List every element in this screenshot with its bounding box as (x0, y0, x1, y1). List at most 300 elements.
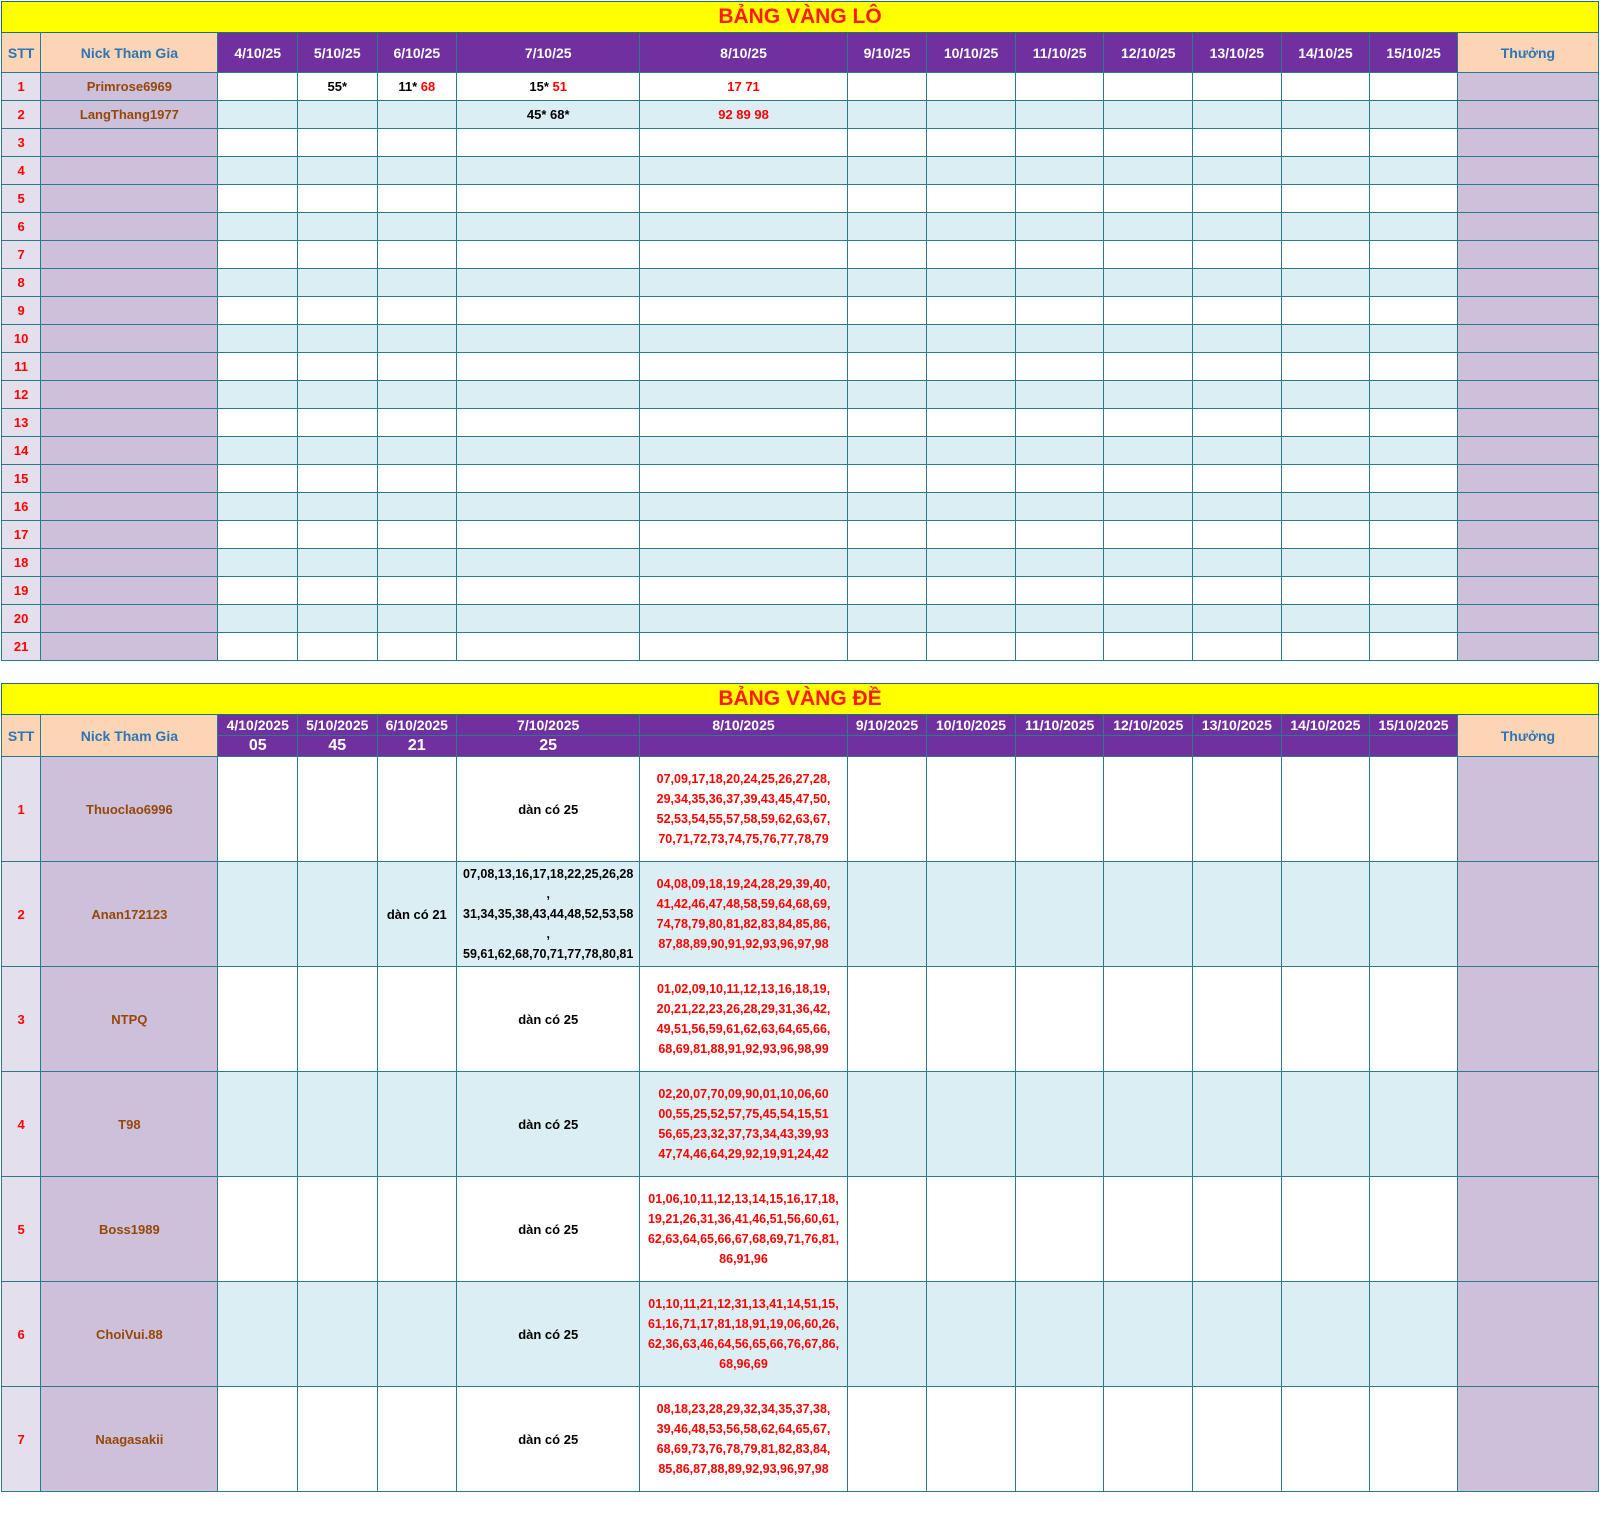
player-nick[interactable] (41, 521, 218, 549)
cell[interactable] (1015, 213, 1104, 241)
cell[interactable] (377, 241, 457, 269)
cell[interactable] (847, 1282, 927, 1387)
cell[interactable] (1281, 1282, 1370, 1387)
cell[interactable] (1193, 967, 1282, 1072)
cell[interactable] (298, 1177, 378, 1282)
cell[interactable] (1193, 1282, 1282, 1387)
cell[interactable] (298, 465, 378, 493)
cell[interactable] (377, 549, 457, 577)
cell[interactable] (377, 493, 457, 521)
cell[interactable] (1370, 605, 1458, 633)
cell[interactable] (1193, 101, 1282, 129)
cell[interactable] (218, 241, 298, 269)
cell[interactable] (1104, 409, 1193, 437)
cell[interactable]: 45* 68* (457, 101, 640, 129)
cell[interactable]: dàn có 25 (457, 1177, 640, 1282)
cell[interactable] (1281, 381, 1370, 409)
cell[interactable] (1104, 437, 1193, 465)
cell[interactable] (457, 605, 640, 633)
cell[interactable] (640, 409, 847, 437)
cell[interactable] (640, 465, 847, 493)
cell[interactable] (218, 157, 298, 185)
cell[interactable] (847, 967, 927, 1072)
cell[interactable] (1370, 409, 1458, 437)
cell[interactable] (377, 297, 457, 325)
prize-cell[interactable] (1457, 862, 1598, 967)
cell[interactable] (1015, 129, 1104, 157)
cell[interactable] (1370, 437, 1458, 465)
cell[interactable] (1015, 185, 1104, 213)
cell[interactable] (640, 493, 847, 521)
cell[interactable] (847, 185, 927, 213)
cell[interactable] (218, 577, 298, 605)
cell[interactable] (1104, 241, 1193, 269)
cell[interactable] (1104, 353, 1193, 381)
cell[interactable] (1370, 129, 1458, 157)
cell[interactable] (1370, 241, 1458, 269)
cell[interactable] (1015, 381, 1104, 409)
cell[interactable] (298, 381, 378, 409)
cell[interactable] (218, 269, 298, 297)
cell[interactable]: 17 71 (640, 73, 847, 101)
cell[interactable]: 01,06,10,11,12,13,14,15,16,17,18, 19,21,26,31,36,41,46,51,56,60,61, 62,63,64,65,66,67,68,69,71,76,81, 86,91,96 (640, 1177, 847, 1282)
cell[interactable] (927, 521, 1016, 549)
cell[interactable] (1015, 1387, 1104, 1492)
cell[interactable] (1015, 549, 1104, 577)
cell[interactable] (377, 1072, 457, 1177)
cell[interactable] (640, 129, 847, 157)
cell[interactable] (377, 325, 457, 353)
cell[interactable]: dàn có 25 (457, 757, 640, 862)
cell[interactable] (1015, 633, 1104, 661)
prize-cell[interactable] (1457, 129, 1598, 157)
cell[interactable] (847, 465, 927, 493)
cell[interactable] (377, 353, 457, 381)
cell[interactable] (218, 381, 298, 409)
cell[interactable] (1281, 129, 1370, 157)
cell[interactable] (927, 297, 1016, 325)
cell[interactable] (927, 862, 1016, 967)
cell[interactable] (847, 1177, 927, 1282)
cell[interactable] (1193, 409, 1282, 437)
cell[interactable] (1193, 577, 1282, 605)
player-nick[interactable] (41, 157, 218, 185)
cell[interactable] (1281, 465, 1370, 493)
player-nick[interactable] (41, 325, 218, 353)
prize-cell[interactable] (1457, 353, 1598, 381)
cell[interactable] (640, 269, 847, 297)
cell[interactable] (1370, 297, 1458, 325)
cell[interactable] (1193, 185, 1282, 213)
player-nick[interactable]: Naagasakii (41, 1387, 218, 1492)
cell[interactable] (1015, 73, 1104, 101)
cell[interactable] (218, 325, 298, 353)
player-nick[interactable] (41, 381, 218, 409)
cell[interactable] (298, 241, 378, 269)
cell[interactable] (1104, 1072, 1193, 1177)
cell[interactable] (457, 409, 640, 437)
cell[interactable] (218, 493, 298, 521)
player-nick[interactable] (41, 493, 218, 521)
cell[interactable] (298, 605, 378, 633)
cell[interactable] (640, 213, 847, 241)
cell[interactable] (1370, 1387, 1458, 1492)
cell[interactable] (218, 73, 298, 101)
cell[interactable] (1281, 157, 1370, 185)
cell[interactable] (218, 967, 298, 1072)
cell[interactable] (1015, 493, 1104, 521)
cell[interactable] (847, 381, 927, 409)
cell[interactable] (218, 862, 298, 967)
cell[interactable] (377, 269, 457, 297)
cell[interactable] (218, 465, 298, 493)
cell[interactable] (457, 437, 640, 465)
cell[interactable] (1281, 1387, 1370, 1492)
cell[interactable] (927, 605, 1016, 633)
player-nick[interactable]: LangThang1977 (41, 101, 218, 129)
cell[interactable] (298, 269, 378, 297)
cell[interactable] (218, 297, 298, 325)
cell[interactable] (1281, 967, 1370, 1072)
prize-cell[interactable] (1457, 409, 1598, 437)
cell[interactable] (640, 157, 847, 185)
cell[interactable] (1193, 297, 1282, 325)
cell[interactable] (1193, 437, 1282, 465)
cell[interactable] (1281, 73, 1370, 101)
cell[interactable] (1281, 862, 1370, 967)
cell[interactable] (927, 381, 1016, 409)
cell[interactable] (1281, 549, 1370, 577)
cell[interactable] (640, 325, 847, 353)
cell[interactable] (1193, 493, 1282, 521)
player-nick[interactable] (41, 269, 218, 297)
cell[interactable] (927, 577, 1016, 605)
cell[interactable] (847, 633, 927, 661)
cell[interactable] (457, 269, 640, 297)
cell[interactable] (377, 185, 457, 213)
cell[interactable] (218, 521, 298, 549)
cell[interactable]: 01,10,11,21,12,31,13,41,14,51,15, 61,16,71,17,81,18,91,19,06,60,26, 62,36,63,46,64,56,65,66,76,67,86, 68,96,69 (640, 1282, 847, 1387)
prize-cell[interactable] (1457, 73, 1598, 101)
cell[interactable] (377, 129, 457, 157)
cell[interactable] (457, 325, 640, 353)
cell[interactable] (377, 967, 457, 1072)
cell[interactable] (927, 757, 1016, 862)
cell[interactable] (1370, 862, 1458, 967)
cell[interactable] (927, 633, 1016, 661)
cell[interactable] (377, 437, 457, 465)
cell[interactable] (927, 409, 1016, 437)
cell[interactable] (1370, 1282, 1458, 1387)
cell[interactable] (1015, 325, 1104, 353)
cell[interactable] (1193, 465, 1282, 493)
prize-cell[interactable] (1457, 521, 1598, 549)
cell[interactable] (1370, 381, 1458, 409)
prize-cell[interactable] (1457, 101, 1598, 129)
cell[interactable] (298, 493, 378, 521)
cell[interactable] (1015, 157, 1104, 185)
cell[interactable] (377, 73, 457, 101)
cell[interactable] (1281, 325, 1370, 353)
cell[interactable] (457, 381, 640, 409)
cell[interactable] (218, 633, 298, 661)
cell[interactable] (1015, 1282, 1104, 1387)
cell[interactable] (1370, 213, 1458, 241)
cell[interactable] (1104, 633, 1193, 661)
player-nick[interactable] (41, 633, 218, 661)
cell[interactable] (1104, 157, 1193, 185)
cell[interactable] (377, 577, 457, 605)
cell[interactable] (1281, 297, 1370, 325)
cell[interactable] (927, 1177, 1016, 1282)
cell[interactable] (847, 409, 927, 437)
cell[interactable] (298, 409, 378, 437)
cell[interactable] (847, 1072, 927, 1177)
cell[interactable] (1370, 269, 1458, 297)
cell[interactable] (298, 297, 378, 325)
prize-cell[interactable] (1457, 493, 1598, 521)
cell[interactable] (847, 325, 927, 353)
cell[interactable] (1281, 353, 1370, 381)
cell[interactable] (298, 1387, 378, 1492)
cell[interactable] (218, 1072, 298, 1177)
cell[interactable] (218, 101, 298, 129)
cell[interactable] (1193, 269, 1282, 297)
cell[interactable] (927, 1387, 1016, 1492)
cell[interactable] (457, 549, 640, 577)
cell[interactable] (1193, 605, 1282, 633)
cell[interactable] (457, 73, 640, 101)
cell[interactable] (847, 549, 927, 577)
cell[interactable] (640, 437, 847, 465)
cell[interactable] (1370, 465, 1458, 493)
cell[interactable] (298, 353, 378, 381)
prize-cell[interactable] (1457, 185, 1598, 213)
cell[interactable] (1193, 241, 1282, 269)
cell[interactable] (1104, 269, 1193, 297)
player-nick[interactable] (41, 465, 218, 493)
cell[interactable] (298, 129, 378, 157)
cell[interactable] (1015, 437, 1104, 465)
player-nick[interactable]: T98 (41, 1072, 218, 1177)
cell[interactable] (927, 967, 1016, 1072)
cell[interactable] (847, 757, 927, 862)
cell[interactable] (640, 241, 847, 269)
cell[interactable] (640, 605, 847, 633)
cell[interactable] (457, 353, 640, 381)
cell[interactable]: dàn có 25 (457, 1387, 640, 1492)
cell[interactable] (1104, 1282, 1193, 1387)
cell[interactable] (847, 437, 927, 465)
player-nick[interactable] (41, 437, 218, 465)
cell[interactable] (1104, 1177, 1193, 1282)
cell[interactable] (1370, 521, 1458, 549)
cell[interactable] (927, 1072, 1016, 1177)
cell[interactable] (1281, 1177, 1370, 1282)
cell[interactable] (1370, 549, 1458, 577)
cell[interactable] (927, 465, 1016, 493)
cell[interactable] (1370, 633, 1458, 661)
cell[interactable] (298, 757, 378, 862)
cell[interactable] (1370, 967, 1458, 1072)
player-nick[interactable] (41, 213, 218, 241)
player-nick[interactable]: Primrose6969 (41, 73, 218, 101)
cell[interactable] (1193, 1387, 1282, 1492)
cell[interactable] (1193, 325, 1282, 353)
cell[interactable] (1015, 101, 1104, 129)
cell[interactable] (298, 213, 378, 241)
cell[interactable] (1281, 185, 1370, 213)
player-nick[interactable]: ChoiVui.88 (41, 1282, 218, 1387)
cell[interactable] (1104, 325, 1193, 353)
cell[interactable] (1104, 1387, 1193, 1492)
cell[interactable] (847, 101, 927, 129)
cell[interactable] (457, 185, 640, 213)
prize-cell[interactable] (1457, 577, 1598, 605)
cell[interactable] (457, 297, 640, 325)
prize-cell[interactable] (1457, 967, 1598, 1072)
cell[interactable] (1104, 521, 1193, 549)
cell[interactable] (1015, 241, 1104, 269)
player-nick[interactable] (41, 605, 218, 633)
cell[interactable] (1370, 1072, 1458, 1177)
cell[interactable] (1193, 862, 1282, 967)
cell[interactable] (218, 129, 298, 157)
prize-cell[interactable] (1457, 269, 1598, 297)
cell[interactable] (298, 437, 378, 465)
cell[interactable] (1104, 549, 1193, 577)
cell[interactable] (457, 521, 640, 549)
cell[interactable] (1015, 757, 1104, 862)
cell[interactable] (298, 549, 378, 577)
cell[interactable] (457, 465, 640, 493)
cell[interactable] (847, 157, 927, 185)
prize-cell[interactable] (1457, 1282, 1598, 1387)
prize-cell[interactable] (1457, 241, 1598, 269)
cell[interactable] (1281, 213, 1370, 241)
cell[interactable] (927, 1282, 1016, 1387)
cell[interactable] (298, 633, 378, 661)
cell[interactable] (298, 862, 378, 967)
cell[interactable] (640, 297, 847, 325)
cell[interactable] (1104, 465, 1193, 493)
prize-cell[interactable] (1457, 1387, 1598, 1492)
cell[interactable] (1193, 129, 1282, 157)
cell[interactable] (927, 241, 1016, 269)
player-nick[interactable] (41, 549, 218, 577)
cell[interactable]: 01,02,09,10,11,12,13,16,18,19, 20,21,22,23,26,28,29,31,36,42, 49,51,56,59,61,62,63,64,65,66, 68,69,81,88,91,92,93,96,98,99 (640, 967, 847, 1072)
cell[interactable] (218, 409, 298, 437)
cell[interactable] (927, 325, 1016, 353)
cell[interactable] (1104, 185, 1193, 213)
cell[interactable]: 04,08,09,18,19,24,28,29,39,40, 41,42,46,47,48,58,59,64,68,69, 74,78,79,80,81,82,83,84,85,86, 87,88,89,90,91,92,93,96,97,98 (640, 862, 847, 967)
cell[interactable] (640, 185, 847, 213)
cell[interactable] (377, 521, 457, 549)
cell[interactable] (218, 757, 298, 862)
cell[interactable] (640, 549, 847, 577)
cell[interactable] (218, 549, 298, 577)
cell[interactable] (847, 269, 927, 297)
cell[interactable] (1015, 1072, 1104, 1177)
cell[interactable] (847, 577, 927, 605)
cell[interactable] (218, 605, 298, 633)
cell[interactable] (1281, 409, 1370, 437)
cell[interactable] (377, 101, 457, 129)
cell[interactable] (847, 241, 927, 269)
cell[interactable] (847, 213, 927, 241)
cell[interactable] (927, 213, 1016, 241)
cell[interactable] (457, 213, 640, 241)
cell[interactable] (377, 157, 457, 185)
prize-cell[interactable] (1457, 757, 1598, 862)
cell[interactable] (218, 353, 298, 381)
cell[interactable]: dàn có 25 (457, 1072, 640, 1177)
cell[interactable] (1193, 521, 1282, 549)
cell[interactable] (1015, 577, 1104, 605)
player-nick[interactable]: Boss1989 (41, 1177, 218, 1282)
cell[interactable] (927, 269, 1016, 297)
cell[interactable] (1015, 1177, 1104, 1282)
cell[interactable] (927, 493, 1016, 521)
cell[interactable] (1104, 381, 1193, 409)
cell[interactable] (1015, 297, 1104, 325)
cell[interactable] (377, 381, 457, 409)
cell[interactable] (298, 967, 378, 1072)
cell[interactable] (1370, 577, 1458, 605)
cell[interactable]: dàn có 25 (457, 967, 640, 1072)
cell[interactable] (1015, 409, 1104, 437)
cell[interactable] (640, 381, 847, 409)
cell[interactable] (1104, 577, 1193, 605)
cell[interactable] (1104, 757, 1193, 862)
cell[interactable] (218, 1177, 298, 1282)
cell[interactable] (847, 521, 927, 549)
prize-cell[interactable] (1457, 325, 1598, 353)
cell[interactable] (1015, 862, 1104, 967)
cell[interactable]: 02,20,07,70,09,90,01,10,06,60 00,55,25,52,57,75,45,54,15,51 56,65,23,32,37,73,34,43,39,93 47,74,46,64,29,92,19,91,24,42 (640, 1072, 847, 1177)
cell[interactable] (457, 633, 640, 661)
cell[interactable] (457, 157, 640, 185)
prize-cell[interactable] (1457, 549, 1598, 577)
cell[interactable] (1370, 757, 1458, 862)
cell[interactable] (640, 521, 847, 549)
cell[interactable] (847, 353, 927, 381)
prize-cell[interactable] (1457, 605, 1598, 633)
cell[interactable] (1104, 213, 1193, 241)
cell[interactable] (298, 325, 378, 353)
prize-cell[interactable] (1457, 633, 1598, 661)
prize-cell[interactable] (1457, 1072, 1598, 1177)
cell[interactable] (1281, 101, 1370, 129)
prize-cell[interactable] (1457, 213, 1598, 241)
cell[interactable]: dàn có 25 (457, 1282, 640, 1387)
cell[interactable] (1193, 157, 1282, 185)
cell[interactable] (1193, 633, 1282, 661)
cell[interactable] (1281, 269, 1370, 297)
cell[interactable] (1370, 325, 1458, 353)
cell[interactable] (1193, 213, 1282, 241)
cell[interactable] (377, 213, 457, 241)
cell[interactable] (457, 577, 640, 605)
cell[interactable] (1193, 1177, 1282, 1282)
cell[interactable] (1015, 605, 1104, 633)
cell[interactable] (377, 757, 457, 862)
cell[interactable] (847, 605, 927, 633)
cell[interactable] (1281, 493, 1370, 521)
cell[interactable] (1370, 157, 1458, 185)
prize-cell[interactable] (1457, 157, 1598, 185)
cell[interactable] (218, 437, 298, 465)
